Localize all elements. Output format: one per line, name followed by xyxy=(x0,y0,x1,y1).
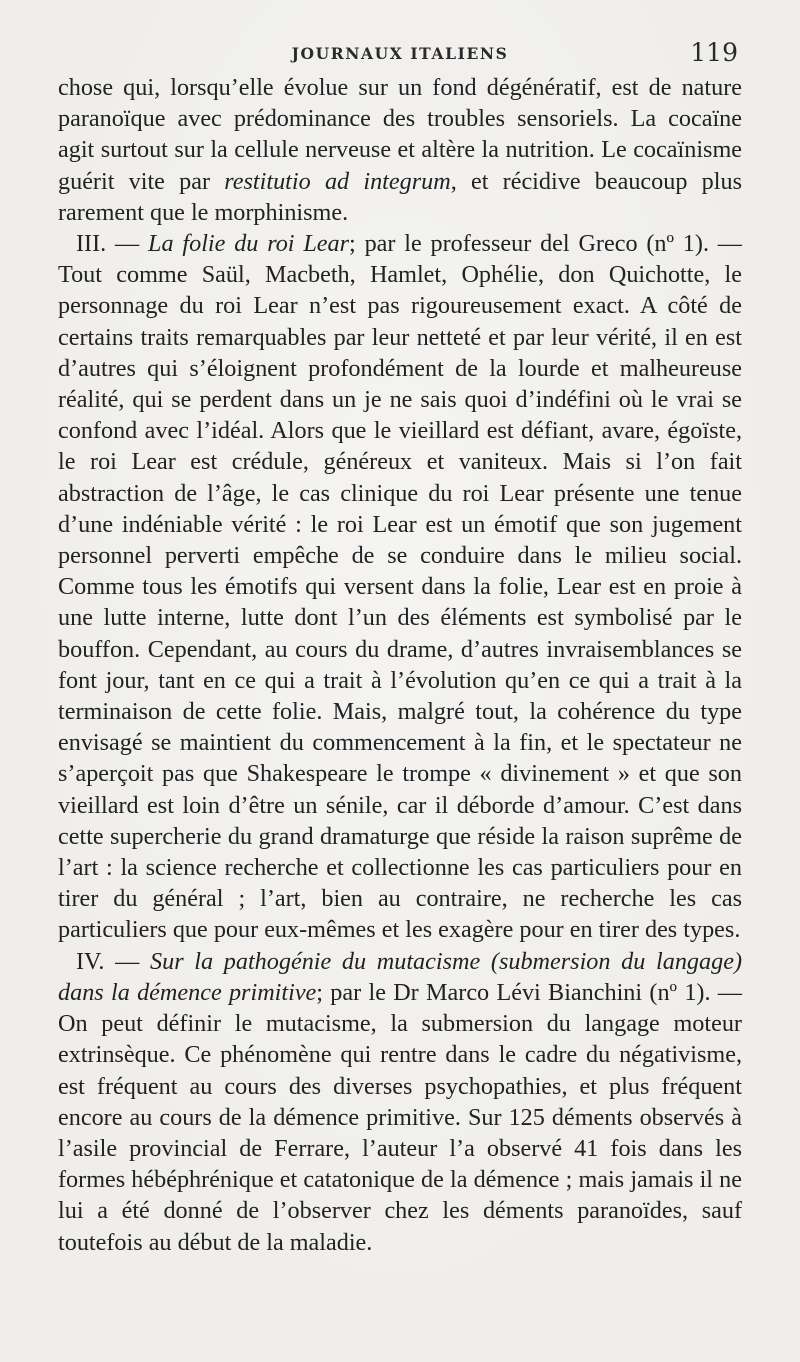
section-number: III. — xyxy=(76,230,149,258)
paragraph-section-iii xyxy=(58,228,742,946)
paragraph-text: chose qui, lorsqu’elle évolue sur un fond dégénératif, est de nature paranoïque avec prédominance des troubles sensoriels. La cocaïne agit surtout sur la cellule nerveuse et altère la nutrition. Le cocaïnisme guérit vite par xyxy=(58,74,742,195)
paragraph-continuation xyxy=(58,72,742,228)
section-text: ; par le Dr Marco Lévi Bianchini (nº 1). — On peut définir le mutacisme, la submersion du langage moteur extrinsèque. Ce phénomène qui rentre dans le cadre du négativisme, est fréquent au cours des diverses psychopathies, et plus fréquent encore au cours de la démence primitive. Sur 125 déments observés à l’asile provincial de Ferrare, l’auteur l’a observé 41 fois dans les formes hébéphrénique et catatonique de la démence ; mais jamais il ne lui a été donné de l’observer chez les déments paranoïdes, sauf toutefois au début de la maladie. xyxy=(58,978,742,1256)
running-head xyxy=(0,34,800,74)
italic-phrase: restitutio ad integrum xyxy=(224,167,451,195)
section-text: ; par le professeur del Greco (nº 1). — Tout comme Saül, Macbeth, Hamlet, Ophélie, don Quichotte, le personnage du roi Lear n’est pas rigoureusement exact. A côté de certains traits remarquables par leur netteté et par leur vérité, il en est d’autres qui s’éloignent profondément de la lourde et malheureuse réalité, qui se perdent dans un je ne sais quoi d’indéfini où le vrai se confond avec l’idéal. Alors que le vieillard est défiant, avare, égoïste, le roi Lear est crédule, généreux et vaniteux. Mais si l’on fait abstraction de l’âge, le cas clinique du roi Lear présente une tenue d’une indéniable vérité : le roi Lear est un émotif que son jugement personnel perverti empêche de se conduire dans le milieu social. Comme tous les émotifs qui versent dans la folie, Lear est en proie à une lutte interne, lutte dont l’un des éléments est symbolisé par le bouffon. Cependant, au cours du drame, d’autres invraisemblances se font jour, tant en ce qui a trait à l’évolution qu’en ce qui a trait à la terminaison de cette folie. Mais, malgré tout, la cohérence du type envisagé se maintient du commencement à la fin, et le spectateur ne s’aperçoit pas que Shakespeare le trompe « divinement » et que son vieillard est loin d’être un sénile, car il déborde d’amour. C’est dans cette supercherie du grand dramaturge que réside la raison suprême de l’art : la science recherche et collectionne les cas particuliers pour en tirer du général ; l’art, bien au contraire, ne recherche les cas particuliers que pour eux-mêmes et les exagère pour en tirer des types. xyxy=(58,230,742,944)
section-title: Sur la pathogénie du mutacisme (submersion du langage) dans la démence primitive xyxy=(58,947,743,1006)
section-number: IV. — xyxy=(76,947,150,975)
paragraph-section-iv xyxy=(58,946,742,1258)
text-block xyxy=(58,72,742,1258)
section-title: La folie du roi Lear xyxy=(148,230,350,258)
page-number: 119 xyxy=(690,38,738,67)
running-title: JOURNAUX ITALIENS xyxy=(291,44,509,63)
paragraph-text-end: , et récidive beaucoup plus rarement que le morphinisme. xyxy=(58,167,743,226)
